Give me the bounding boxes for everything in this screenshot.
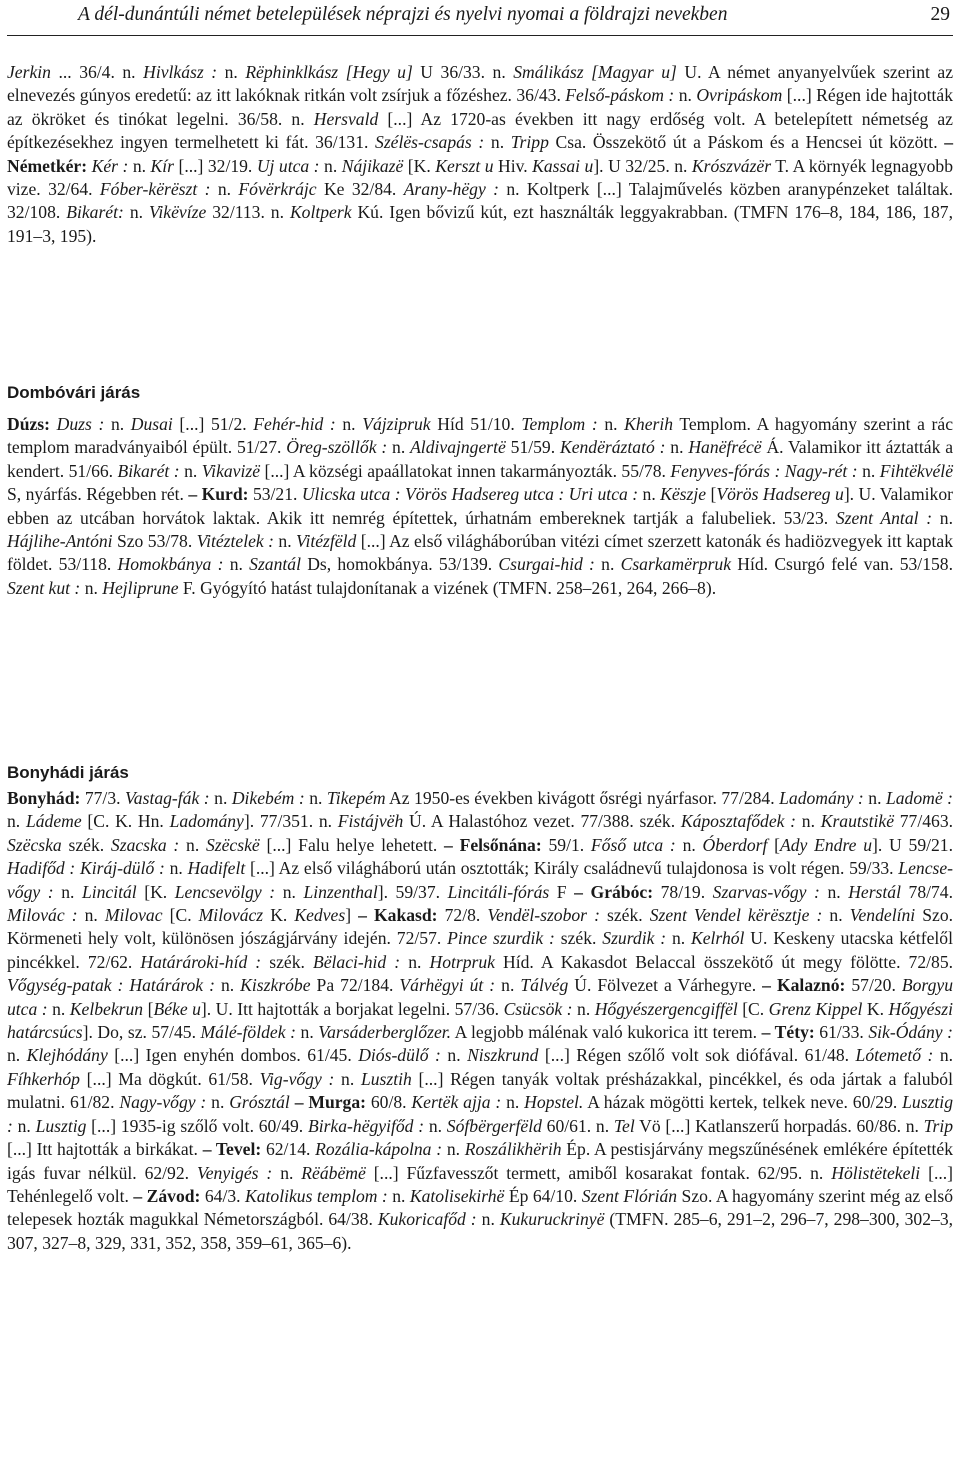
name-form: Szëcskë bbox=[205, 834, 260, 855]
text-run: n. bbox=[939, 507, 953, 528]
text-run: Csa. Összekötő út a Páskom és a Hencsei út között. bbox=[548, 132, 945, 153]
name-form: Kherih bbox=[624, 414, 674, 434]
name-form: Fenyves-fórás : Nagy-rét : bbox=[670, 460, 863, 481]
name-form: Hadifőd : Kiráj-dülő : bbox=[7, 858, 170, 879]
text-run: n. bbox=[300, 1022, 319, 1043]
name-form: Hivlkász : bbox=[143, 62, 225, 82]
text-run: 60/61. n. bbox=[541, 1115, 614, 1136]
text-run: n. bbox=[601, 554, 621, 575]
text-run: [...] Ma dögkút. 61/58. bbox=[79, 1068, 260, 1089]
place-name: – Németkér: bbox=[7, 132, 954, 176]
place-name: – Murga: bbox=[294, 1092, 366, 1113]
text-run: n. bbox=[52, 998, 70, 1019]
text-run: 57/20. bbox=[845, 975, 902, 996]
name-form: Vastag-fák : bbox=[125, 788, 215, 808]
name-form: Lótemető : bbox=[855, 1045, 940, 1066]
name-form: Tikepém bbox=[326, 788, 386, 808]
text-run: n. Koltperk [...] Talajművelés közben aranypénzeket találtak. 32/108. bbox=[7, 179, 953, 223]
text-run: S, nyárfás. Régebben rét. bbox=[7, 484, 189, 505]
text-run: [C. bbox=[162, 905, 199, 926]
text-run: F. Gyógyító hatást tulajdonítanak a vizének (TMFN. 258–261, 264, 266–8). bbox=[178, 577, 717, 598]
text-run: n. bbox=[827, 881, 849, 902]
text-run: n. bbox=[17, 1115, 36, 1136]
name-form: Szacska : bbox=[110, 834, 187, 855]
place-name: – Téty: bbox=[761, 1022, 815, 1043]
text-run: (TMFN. 285–6, 291–2, 296–7, 298–300, 302–3, 307, 327–8, 329, 331, 352, 358, 359–61, 365–6). bbox=[7, 1209, 954, 1253]
text-run: 77/463. bbox=[894, 811, 954, 832]
text-run: [...] Az első világháborúban vitézi címet szerzett katonák és hadiözvegyek itt kaptak földet. 53/118. bbox=[7, 531, 953, 575]
text-run: A házak mögötti kertek, telkek neve. 60/29. bbox=[583, 1092, 903, 1113]
running-header bbox=[0, 0, 960, 34]
text-run: Ép. A pestisjárvány megszűnésének emlékére építették igás fuvar nélkül. 62/92. bbox=[7, 1139, 953, 1183]
place-name: Dúzs: bbox=[7, 414, 51, 434]
page-number: 29 bbox=[930, 4, 950, 25]
text-run: U 36/33. n. bbox=[412, 62, 514, 82]
name-form: Niszkrund bbox=[467, 1045, 539, 1066]
text-run: n. bbox=[169, 858, 188, 879]
name-form: Szarvas-vőgy : bbox=[712, 881, 828, 902]
name-form: Kassai u bbox=[532, 155, 594, 176]
text-run: Hiv. bbox=[493, 155, 533, 176]
text-run: n. bbox=[682, 834, 703, 855]
text-run: [ bbox=[767, 834, 780, 855]
name-form: Rëphinklkász [Hegy u] bbox=[245, 62, 413, 82]
text-run: n. bbox=[7, 1045, 27, 1066]
name-form: Homokbánya : bbox=[117, 554, 230, 575]
text-run: [...] A községi apaállatokat innen takarmányozták. 55/78. bbox=[260, 460, 671, 481]
text-run: ]. 77/351. n. bbox=[243, 811, 338, 832]
text-run: [...] Igen enyhén dombos. 61/45. bbox=[107, 1045, 359, 1066]
name-form: Hopstel. bbox=[524, 1092, 584, 1113]
name-form: Katolikus templom : bbox=[244, 1185, 393, 1206]
text-run: n. bbox=[132, 155, 151, 176]
name-form: Szëcska bbox=[7, 834, 62, 855]
name-form: Aldivajngertë bbox=[410, 437, 506, 458]
text-run: 64/3. bbox=[200, 1185, 245, 1206]
name-form: Szent Antal : bbox=[835, 507, 940, 528]
name-form: Ladomány bbox=[169, 811, 244, 832]
text-run: [...] 32/19. bbox=[173, 155, 257, 176]
name-form: Szurdik : bbox=[602, 928, 672, 949]
name-form: Fihtëkvélë bbox=[879, 460, 954, 481]
text-run: n. bbox=[868, 788, 886, 808]
text-run: n. bbox=[7, 811, 26, 832]
text-run: [K. bbox=[403, 155, 436, 176]
name-form: Lusztig : bbox=[7, 1092, 953, 1136]
text-run: n. bbox=[211, 1092, 230, 1113]
name-form: Felső-páskom : bbox=[565, 85, 679, 106]
text-run: 51/59. bbox=[505, 437, 560, 458]
name-form: Szélës-csapás : bbox=[375, 132, 491, 153]
name-form: Ládeme bbox=[25, 811, 82, 832]
name-form: Bikarét : bbox=[117, 460, 185, 481]
place-name: – Kalaznó: bbox=[762, 975, 846, 996]
name-form: Hőgyészi határcsúcs bbox=[7, 998, 954, 1043]
place-name: Bonyhád: bbox=[7, 788, 81, 808]
name-form: Béke u bbox=[153, 998, 201, 1019]
name-form: Duzs : bbox=[56, 414, 111, 434]
text-run bbox=[50, 414, 57, 434]
text-run: [ bbox=[706, 484, 717, 505]
name-form: Tel bbox=[613, 1115, 635, 1136]
text-run: Szo 53/78. bbox=[112, 531, 197, 552]
name-form: Ladomány : bbox=[779, 788, 869, 808]
text-run: ]. U. Valamikor ebben az utcában horvátok laktak. Akik itt nemrég építettek, úrhatnám embereknek tartják a falubeliek. 53/23. bbox=[7, 484, 953, 528]
text-run: ]. Do, sz. 57/45. bbox=[82, 1022, 201, 1043]
name-form: Ladomë : bbox=[885, 788, 953, 808]
name-form: Kelrhól bbox=[691, 928, 745, 949]
name-form: Klejhódány bbox=[26, 1045, 108, 1066]
name-form: Pince szurdik : bbox=[447, 928, 561, 949]
place-name: – Závod: bbox=[133, 1185, 201, 1206]
text-run: 32/113. n. bbox=[206, 202, 290, 223]
name-form: Rozália-kápolna : bbox=[315, 1139, 447, 1160]
text-run: 72/8. bbox=[437, 905, 488, 926]
text-run: n. bbox=[862, 460, 880, 481]
text-run: szék. bbox=[560, 928, 603, 949]
name-form: Dusai bbox=[130, 414, 173, 434]
text-run: n. bbox=[229, 554, 250, 575]
text-run: n. bbox=[392, 1185, 410, 1206]
name-form: Vájzipruk bbox=[362, 414, 431, 434]
name-form: Csurgai-hid : bbox=[498, 554, 602, 575]
name-form: Kír bbox=[150, 155, 174, 176]
name-form: Szent Flórián bbox=[581, 1185, 678, 1206]
name-form: Ovripáskom bbox=[696, 85, 783, 106]
name-form: Fehér-hid : bbox=[253, 414, 343, 434]
text-run: 60/8. bbox=[366, 1092, 412, 1113]
name-form: Tálvég bbox=[520, 975, 569, 996]
text-run: Templom. A hagyomány szerint a rác templom maradványaiból épült. 51/27. bbox=[7, 414, 954, 458]
text-run: n. bbox=[801, 811, 821, 832]
name-form: Kér : bbox=[91, 155, 133, 176]
name-form: Fíhkerhóp bbox=[7, 1068, 80, 1089]
heading-dombovar: Dombóvári járás bbox=[7, 383, 141, 402]
text-run: n. bbox=[447, 1045, 468, 1066]
text-run: 59/1. bbox=[541, 834, 591, 855]
text-run: K. bbox=[263, 905, 295, 926]
text-run: n. bbox=[186, 834, 206, 855]
name-form: Óberdorf bbox=[702, 834, 768, 855]
name-form: Venyigés : bbox=[196, 1162, 281, 1183]
heading-bonyhad: Bonyhádi járás bbox=[7, 763, 129, 782]
name-form: Tripp bbox=[510, 132, 549, 153]
name-form: Trip bbox=[923, 1115, 954, 1136]
name-form: Hersvald bbox=[313, 108, 379, 129]
text-run: Az 1950-es években kivágott ősrégi nyárfasor. 77/284. bbox=[385, 788, 780, 808]
text-run: n. bbox=[324, 155, 342, 176]
name-form: Szent kut : bbox=[7, 577, 85, 598]
text-run: n. bbox=[341, 1068, 361, 1089]
name-form: Csücsök : bbox=[503, 998, 578, 1019]
text-run: n. bbox=[84, 577, 103, 598]
name-form: Dikebém : bbox=[231, 788, 310, 808]
name-form: Bikarét: bbox=[66, 202, 130, 223]
text-run: ]. 59/37. bbox=[377, 881, 448, 902]
name-form: Vig-vőgy : bbox=[259, 1068, 342, 1089]
text-run: T. A környék legnagyobb vize. 32/64. bbox=[7, 155, 954, 200]
name-form: Borgyu utca : bbox=[7, 975, 954, 1019]
name-form: Arany-hëgy : bbox=[403, 179, 507, 200]
text-run: [...] Az első világháború után osztották; Király családnevű tulajdonosa is volt régen. 59/33. bbox=[245, 858, 899, 879]
text-run: n. bbox=[278, 531, 297, 552]
name-form: Koltperk bbox=[289, 202, 352, 223]
name-form: Ady Endre u bbox=[780, 834, 873, 855]
name-form: Vendelíni bbox=[849, 905, 916, 926]
name-form: Rëábëmë bbox=[301, 1162, 366, 1183]
text-run: Szo. A hagyomány szerint még az első telepesek hozták magukkal Németországból. 64/38. bbox=[7, 1185, 954, 1230]
text-run: n. bbox=[61, 881, 82, 902]
name-form: Nagy-vőgy : bbox=[119, 1092, 212, 1113]
text-run: ]. U. Itt hajtották a borjakat legelni. 57/36. bbox=[200, 998, 504, 1019]
text-run: 53/21. bbox=[248, 484, 302, 505]
name-form: Lencse-vőgy : bbox=[7, 858, 954, 902]
name-form: Vikavizë bbox=[201, 460, 261, 481]
text-run: n. bbox=[501, 975, 521, 996]
name-form: Lusztih bbox=[360, 1068, 412, 1089]
text-run: ... 36/4. n. bbox=[50, 62, 144, 82]
name-form: Fistájvëh bbox=[337, 811, 404, 832]
name-form: Kertëk ajja : bbox=[411, 1092, 507, 1113]
text-run: Híd. Csurgó felé van. 53/158. bbox=[731, 554, 953, 575]
name-form: Kiszkróbe bbox=[240, 975, 311, 996]
text-run: n. bbox=[224, 62, 246, 82]
name-form: Csarkamërpruk bbox=[620, 554, 732, 575]
name-form: Vörös Hadsereg u bbox=[716, 484, 844, 505]
name-form: Milovác : bbox=[7, 905, 85, 926]
text-run: n. bbox=[670, 437, 689, 458]
name-form: Kelbekrun bbox=[69, 998, 144, 1019]
text-run: Híd 51/10. bbox=[430, 414, 522, 434]
text-run: [...] 51/2. bbox=[172, 414, 254, 434]
name-form: Ulicska utca : Vörös Hadsereg utca : Uri utca : bbox=[301, 484, 643, 505]
name-form: Linzenthal bbox=[303, 881, 378, 902]
place-name: – Kakasd: bbox=[358, 905, 438, 926]
text-run: [C. bbox=[737, 998, 769, 1019]
name-form: Sófbërgerfëld bbox=[446, 1115, 542, 1136]
text-run: ]. U 59/21. bbox=[872, 834, 953, 855]
name-form: Káposztafődek : bbox=[680, 811, 802, 832]
text-run: Ép 64/10. bbox=[504, 1185, 582, 1206]
text-run: ]. U 32/25. n. bbox=[593, 155, 692, 176]
name-form: Kedves bbox=[294, 905, 346, 926]
name-form: Vikëvíze bbox=[148, 202, 207, 223]
place-name: – Tevel: bbox=[202, 1139, 262, 1160]
text-run: Szo. Körmeneti hely volt, különösen jószágjárvány idején. 72/57. bbox=[7, 905, 954, 949]
name-form: Szantál bbox=[249, 554, 301, 575]
text-run: 77/3. bbox=[80, 788, 126, 808]
text-run: [...] Itt hajtották a birkákat. bbox=[7, 1139, 203, 1160]
name-form: Hájlihe-Antóni bbox=[7, 531, 113, 552]
name-form: Hőgyészergencgiffël bbox=[594, 998, 738, 1019]
name-form: Milovácz bbox=[198, 905, 264, 926]
text-run: 78/74. bbox=[900, 881, 953, 902]
text-run: Vö [...] Katlanszerű horpadás. 60/86. n. bbox=[634, 1115, 924, 1136]
text-run: [...] Régen tanyák voltak présházakkal, pincékkel, és oda jártak a faluból mulatni. 61/82. bbox=[7, 1068, 953, 1113]
text-run: U. A német anyanyelvűek szerint az elnevezés gúnyos eredetű: az itt lakóknak ritkán volt zsírjuk a főzéshez. 36/43. bbox=[7, 62, 954, 106]
name-form: Roszálikhërih bbox=[464, 1139, 562, 1160]
name-form: Smálikász [Magyar u] bbox=[513, 62, 677, 82]
name-form: Katolisekirhë bbox=[409, 1185, 505, 1206]
text-run: n. bbox=[446, 1139, 465, 1160]
text-run: [K. bbox=[136, 881, 175, 902]
text-run: n. bbox=[577, 998, 595, 1019]
name-form: Vendël-szobor : bbox=[487, 905, 608, 926]
name-form: Lincitál bbox=[81, 881, 137, 902]
name-form: Uj utca : bbox=[256, 155, 325, 176]
header-rule bbox=[7, 35, 953, 36]
text-run: n. bbox=[490, 132, 511, 153]
text-run: 61/33. bbox=[814, 1022, 869, 1043]
place-name: – Felsőnána: bbox=[444, 834, 542, 855]
text-run: n. bbox=[506, 1092, 525, 1113]
text-run: n. bbox=[282, 881, 304, 902]
name-form: Kendëráztató : bbox=[559, 437, 671, 458]
text-run: [...] Régen ide hajtották az ökröket és tinókat legelni. 36/58. n. bbox=[7, 85, 953, 129]
text-run: n. bbox=[642, 484, 661, 505]
text-run: Ke 32/84. bbox=[316, 179, 404, 200]
text-run: F bbox=[549, 881, 575, 902]
text-run: [...] Régen szőlő volt sok diófával. 61/48. bbox=[538, 1045, 856, 1066]
text-run: szék. bbox=[269, 951, 313, 972]
name-form: Kukoricafőd : bbox=[377, 1209, 482, 1230]
text-run: [...] Falu helye lehetett. bbox=[259, 834, 445, 855]
text-run: n. bbox=[110, 414, 131, 434]
name-form: Lincitáli-fórás bbox=[447, 881, 550, 902]
text-run: [...] Az 1720-as években itt nagy erdőség volt. A betelepített németség az építkezésekhez ingyen termelhetett ki fát. 36/131. bbox=[7, 108, 953, 153]
place-name: – Grábóc: bbox=[574, 881, 654, 902]
text-run: Ds, homokbánya. 53/139. bbox=[300, 554, 499, 575]
text-run: n. bbox=[84, 905, 105, 926]
text-run: [...] 1935-ig szőlő volt. 60/49. bbox=[86, 1115, 308, 1136]
name-form: Krószvázër bbox=[691, 155, 772, 176]
name-form: Szent Vendel kërësztje : bbox=[649, 905, 830, 926]
name-form: Nájikazë bbox=[341, 155, 404, 176]
name-form: Vitézfëld bbox=[296, 531, 357, 552]
name-form: Hejliprune bbox=[102, 577, 179, 598]
text-run: n. bbox=[678, 85, 697, 106]
text-run: [ bbox=[143, 998, 154, 1019]
text-run: n. bbox=[392, 437, 411, 458]
text-run: n. bbox=[481, 1209, 500, 1230]
text-run: 78/19. bbox=[653, 881, 713, 902]
name-form: Fóber-kërëszt : bbox=[99, 179, 218, 200]
text-run: n. bbox=[428, 1115, 447, 1136]
text-run: szék. bbox=[61, 834, 111, 855]
text-run: [C. K. Hn. bbox=[81, 811, 170, 832]
text-run: n. bbox=[214, 788, 232, 808]
text-run: n. bbox=[217, 179, 239, 200]
name-form: Határároki-híd : bbox=[140, 951, 270, 972]
name-form: Birka-hëgyifőd : bbox=[307, 1115, 429, 1136]
text-run: n. bbox=[829, 905, 850, 926]
name-form: Vitéztelek : bbox=[196, 531, 279, 552]
text-run: n. bbox=[408, 951, 430, 972]
name-form: Öreg-szöllők : bbox=[286, 437, 393, 458]
name-form: Lusztig bbox=[35, 1115, 87, 1136]
name-form: Diós-dülő : bbox=[358, 1045, 448, 1066]
text-run: n. bbox=[309, 788, 327, 808]
name-form: Málé-földek : bbox=[200, 1022, 301, 1043]
name-form: Bëlaci-hid : bbox=[312, 951, 409, 972]
name-form: Várhëgyi út : bbox=[399, 975, 502, 996]
name-form: Hanëfrécë bbox=[688, 437, 762, 458]
text-run: Á. Valamikor itt áztatták a kendert. 51/66. bbox=[7, 437, 953, 481]
text-run: K. bbox=[862, 998, 889, 1019]
name-form: Krautstikë bbox=[820, 811, 895, 832]
text-run: [...] Fűzfavesszőt termett, amiből kosarakat fontak. 62/95. n. bbox=[365, 1162, 832, 1183]
text-run: Ú. Fölvezet a Várhegyre. bbox=[568, 975, 763, 996]
paragraph-bonyhad bbox=[7, 787, 953, 1255]
text-run: [...] Tehénlegelő volt. bbox=[7, 1162, 953, 1206]
text-run: n. bbox=[604, 414, 625, 434]
text-run: n. bbox=[671, 928, 691, 949]
name-form: Templom : bbox=[521, 414, 605, 434]
name-form: Hadifelt bbox=[187, 858, 246, 879]
text-run: U. Keskeny utacska kétfelől pincékkel. 72/62. bbox=[7, 928, 953, 972]
name-form: Kerszt u bbox=[435, 155, 494, 176]
text-run: n. bbox=[184, 460, 202, 481]
paragraph-intro bbox=[7, 61, 953, 248]
name-form: Fóvërkrájc bbox=[238, 179, 317, 200]
name-form: Varsáderberglőzer. bbox=[318, 1022, 452, 1043]
running-title: A dél-dunántúli német betelepülések néprajzi és nyelvi nyomai a földrajzi nevekben bbox=[78, 4, 728, 25]
text-run: n. bbox=[129, 202, 149, 223]
name-form: Lencsevölgy : bbox=[174, 881, 283, 902]
text-run: Pa 72/184. bbox=[310, 975, 400, 996]
name-form: Hotrpruk bbox=[429, 951, 495, 972]
text-run: Kú. Igen bővizű kút, ezt használták leggyakrabban. (TMFN 176–8, 184, 186, 187, 191–3, 195). bbox=[7, 202, 954, 246]
name-form: Jerkin bbox=[7, 62, 51, 82]
name-form: Grenz Kippel bbox=[768, 998, 863, 1019]
text-run: Ú. A Halastóhoz vezet. 77/388. szék. bbox=[403, 811, 681, 832]
name-form: Vőgység-patak : Határárok : bbox=[7, 975, 221, 996]
text-run: n. bbox=[939, 1045, 954, 1066]
place-name: – Kurd: bbox=[188, 484, 249, 505]
paragraph-dombovar bbox=[7, 413, 953, 600]
text-run: Híd. A Kakasdot Belaccal összekötő út megy fölötte. 72/85. bbox=[494, 951, 954, 972]
name-form: Këszje bbox=[660, 484, 707, 505]
text-run: n. bbox=[342, 414, 363, 434]
text-run: szék. bbox=[607, 905, 650, 926]
name-form: Főső utca : bbox=[590, 834, 683, 855]
name-form: Kukuruckrinyë bbox=[499, 1209, 605, 1230]
name-form: Grósztál bbox=[229, 1092, 290, 1113]
name-form: Sik-Ódány : bbox=[868, 1022, 954, 1043]
text-run: ] bbox=[345, 905, 359, 926]
name-form: Milovac bbox=[104, 905, 163, 926]
text-run: n. bbox=[220, 975, 241, 996]
text-run: 62/14. bbox=[261, 1139, 316, 1160]
name-form: Hölistëtekeli bbox=[831, 1162, 921, 1183]
text-run: n. bbox=[280, 1162, 302, 1183]
name-form: Herstál bbox=[848, 881, 901, 902]
text-run: A legjobb málénak való kukorica itt terem. bbox=[451, 1022, 762, 1043]
